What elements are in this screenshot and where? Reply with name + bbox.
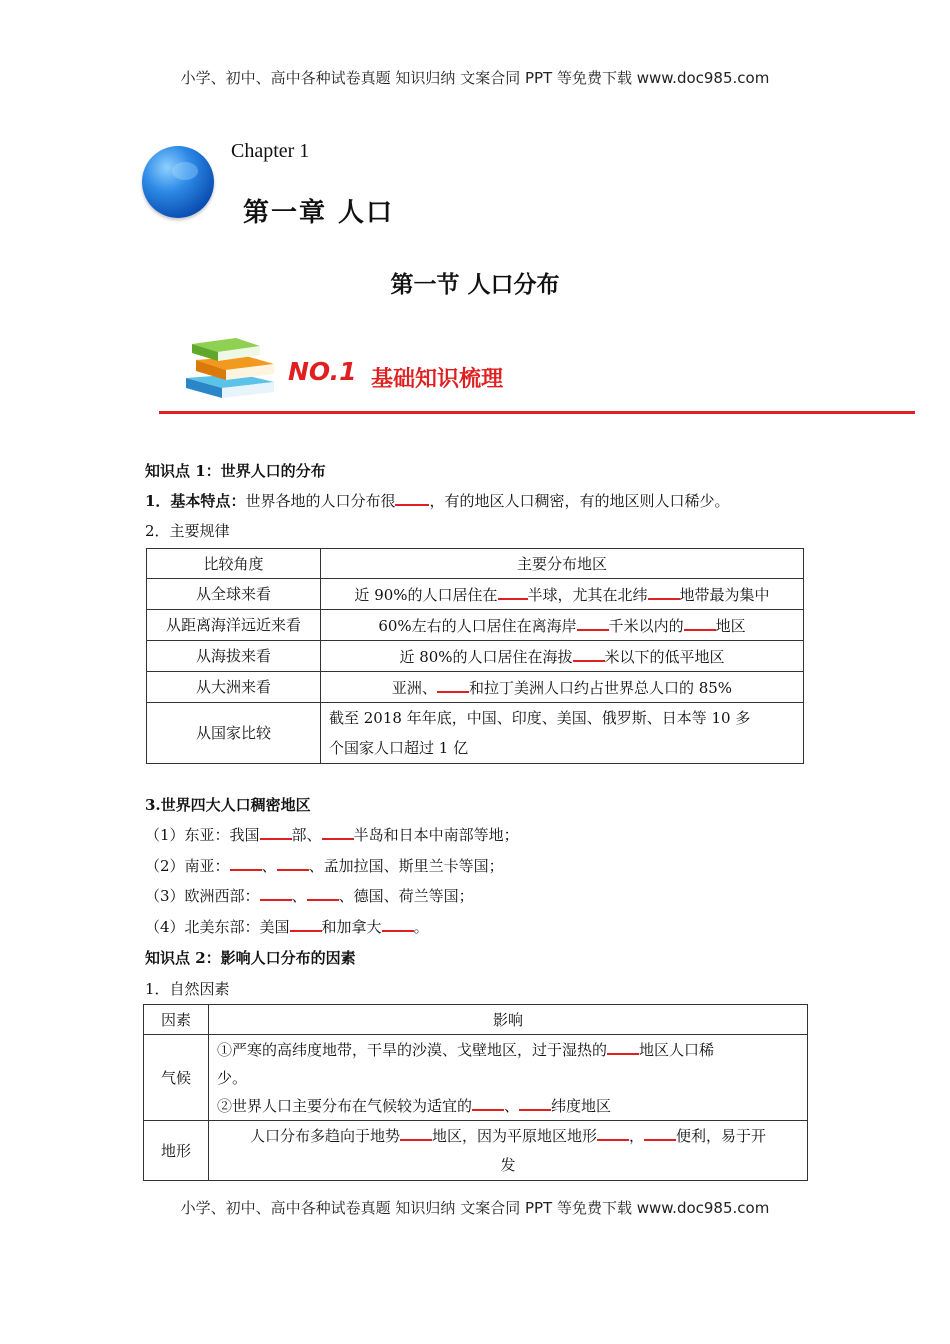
table-row: [144, 1121, 808, 1181]
kp1-item1: [145, 490, 729, 511]
row-content: [321, 703, 804, 764]
row-angle: 从全球来看: [147, 579, 321, 610]
region-north-america: [145, 916, 429, 937]
factor-content: [209, 1035, 808, 1121]
row-text: 个国家人口超过 1 亿: [329, 739, 469, 757]
row-content: [321, 672, 804, 703]
factor-text: 便利，易于开: [676, 1126, 767, 1145]
row-angle: 从国家比较: [147, 703, 321, 764]
kp1-item3: 3.世界四大人口稠密地区: [145, 796, 311, 814]
row-text: 千米以内的: [608, 616, 684, 635]
row-text: 近 90%的人口居住在: [354, 585, 498, 604]
region-text: 、: [291, 887, 307, 905]
kp1-item1-text-b: ，有的地区人口稠密，有的地区则人口稀少。: [429, 492, 730, 510]
blank[interactable]: [307, 885, 339, 901]
region-europe: [145, 885, 474, 906]
factor-text: ①严寒的高纬度地带，干旱的沙漠、戈壁地区，过于湿热的: [217, 1040, 608, 1059]
distribution-table: [146, 548, 804, 764]
blank[interactable]: [395, 490, 429, 506]
region-text: （4）北美东部：美国: [145, 918, 290, 936]
blank[interactable]: [519, 1095, 551, 1111]
blank[interactable]: [322, 824, 354, 840]
region-text: 部、: [291, 826, 322, 844]
region-east-asia: [145, 824, 519, 845]
page-header: 小学、初中、高中各种试卷真题 知识归纳 文案合同 PPT 等免费下载 www.doc985.com: [180, 69, 770, 87]
factor-text: ，: [629, 1126, 645, 1145]
kp1-item1-label: 1．基本特点：: [145, 492, 246, 510]
blank[interactable]: [400, 1125, 432, 1141]
row-angle: 从海拔来看: [147, 641, 321, 672]
factor-text: 少。: [217, 1068, 248, 1087]
region-text: （1）东亚：我国: [145, 826, 260, 844]
chapter-title: 第一章 人口: [243, 198, 395, 228]
table-header: 影响: [209, 1005, 808, 1035]
row-text: 近 80%的人口居住在海拔: [399, 647, 573, 666]
factor-content: [209, 1121, 808, 1181]
blank[interactable]: [290, 916, 322, 932]
blank[interactable]: [644, 1125, 676, 1141]
table-row: [147, 579, 804, 610]
blank[interactable]: [260, 824, 292, 840]
table-header: 主要分布地区: [321, 549, 804, 579]
kp2-title: 知识点 2：影响人口分布的因素: [145, 949, 356, 967]
banner-divider: [159, 411, 915, 414]
row-content: [321, 610, 804, 641]
row-content: [321, 579, 804, 610]
table-row: [147, 641, 804, 672]
region-text: 、: [261, 857, 277, 875]
chapter-label: Chapter 1: [231, 140, 310, 162]
row-angle: 从大洲来看: [147, 672, 321, 703]
row-text: 地带最为集中: [679, 585, 770, 604]
kp1-item2: 2．主要规律: [145, 522, 230, 540]
blank[interactable]: [437, 677, 469, 693]
kp2-item1: 1．自然因素: [145, 980, 230, 998]
region-text: 和加拿大: [321, 918, 382, 936]
region-text: 、孟加拉国、斯里兰卡等国；: [308, 857, 504, 875]
factor-text: 地区，因为平原地区地形: [431, 1126, 597, 1145]
factor-text: ②世界人口主要分布在气候较为适宜的: [217, 1096, 473, 1115]
region-text: （2）南亚：: [145, 857, 230, 875]
region-text: 、德国、荷兰等国；: [338, 887, 474, 905]
page-footer: 小学、初中、高中各种试卷真题 知识归纳 文案合同 PPT 等免费下载 www.doc985.com: [180, 1199, 770, 1217]
table-row: [147, 610, 804, 641]
row-text: 地区: [715, 616, 746, 635]
table-row: [144, 1035, 808, 1121]
row-content: [321, 641, 804, 672]
blank[interactable]: [607, 1039, 639, 1055]
blank[interactable]: [382, 916, 414, 932]
globe-icon: [142, 146, 214, 218]
section-title: 第一节 人口分布: [390, 271, 560, 298]
factor-text: 人口分布多趋向于地势: [249, 1126, 400, 1145]
books-icon: [182, 330, 278, 400]
factor-text: 纬度地区: [551, 1096, 612, 1115]
region-south-asia: [145, 855, 504, 876]
row-angle: 从距离海洋远近来看: [147, 610, 321, 641]
blank[interactable]: [230, 855, 262, 871]
row-text: 60%左右的人口居住在离海岸: [378, 616, 577, 635]
blank[interactable]: [684, 615, 716, 631]
row-text: 和拉丁美洲人口约占世界总人口的 85%: [468, 678, 733, 697]
factors-table: [143, 1004, 808, 1181]
region-text: 。: [413, 918, 429, 936]
table-row: [147, 703, 804, 764]
factor-text: 发: [500, 1155, 516, 1174]
row-text: 亚洲、: [391, 678, 437, 697]
blank[interactable]: [472, 1095, 504, 1111]
region-text: （3）欧洲西部：: [145, 887, 260, 905]
factor-label: 地形: [144, 1121, 209, 1181]
blank[interactable]: [277, 855, 309, 871]
table-row: [147, 672, 804, 703]
row-text: 米以下的低平地区: [604, 647, 725, 666]
kp1-title: 知识点 1：世界人口的分布: [145, 462, 326, 480]
kp1-item1-text-a: 世界各地的人口分布很: [245, 492, 396, 510]
blank[interactable]: [260, 885, 292, 901]
banner-number: NO.1: [288, 357, 357, 386]
table-header: 因素: [144, 1005, 209, 1035]
region-text: 半岛和日本中南部等地；: [353, 826, 519, 844]
row-text: 截至 2018 年年底，中国、印度、美国、俄罗斯、日本等 10 多: [329, 709, 751, 727]
blank[interactable]: [573, 646, 605, 662]
row-text: 半球，尤其在北纬: [527, 585, 648, 604]
blank[interactable]: [498, 584, 528, 600]
table-header: 比较角度: [147, 549, 321, 579]
blank[interactable]: [648, 584, 680, 600]
blank[interactable]: [577, 615, 609, 631]
factor-label: 气候: [144, 1035, 209, 1121]
factor-text: 地区人口稀: [639, 1040, 715, 1059]
blank[interactable]: [597, 1125, 629, 1141]
factor-text: 、: [504, 1096, 520, 1115]
banner-title: 基础知识梳理: [371, 366, 504, 392]
